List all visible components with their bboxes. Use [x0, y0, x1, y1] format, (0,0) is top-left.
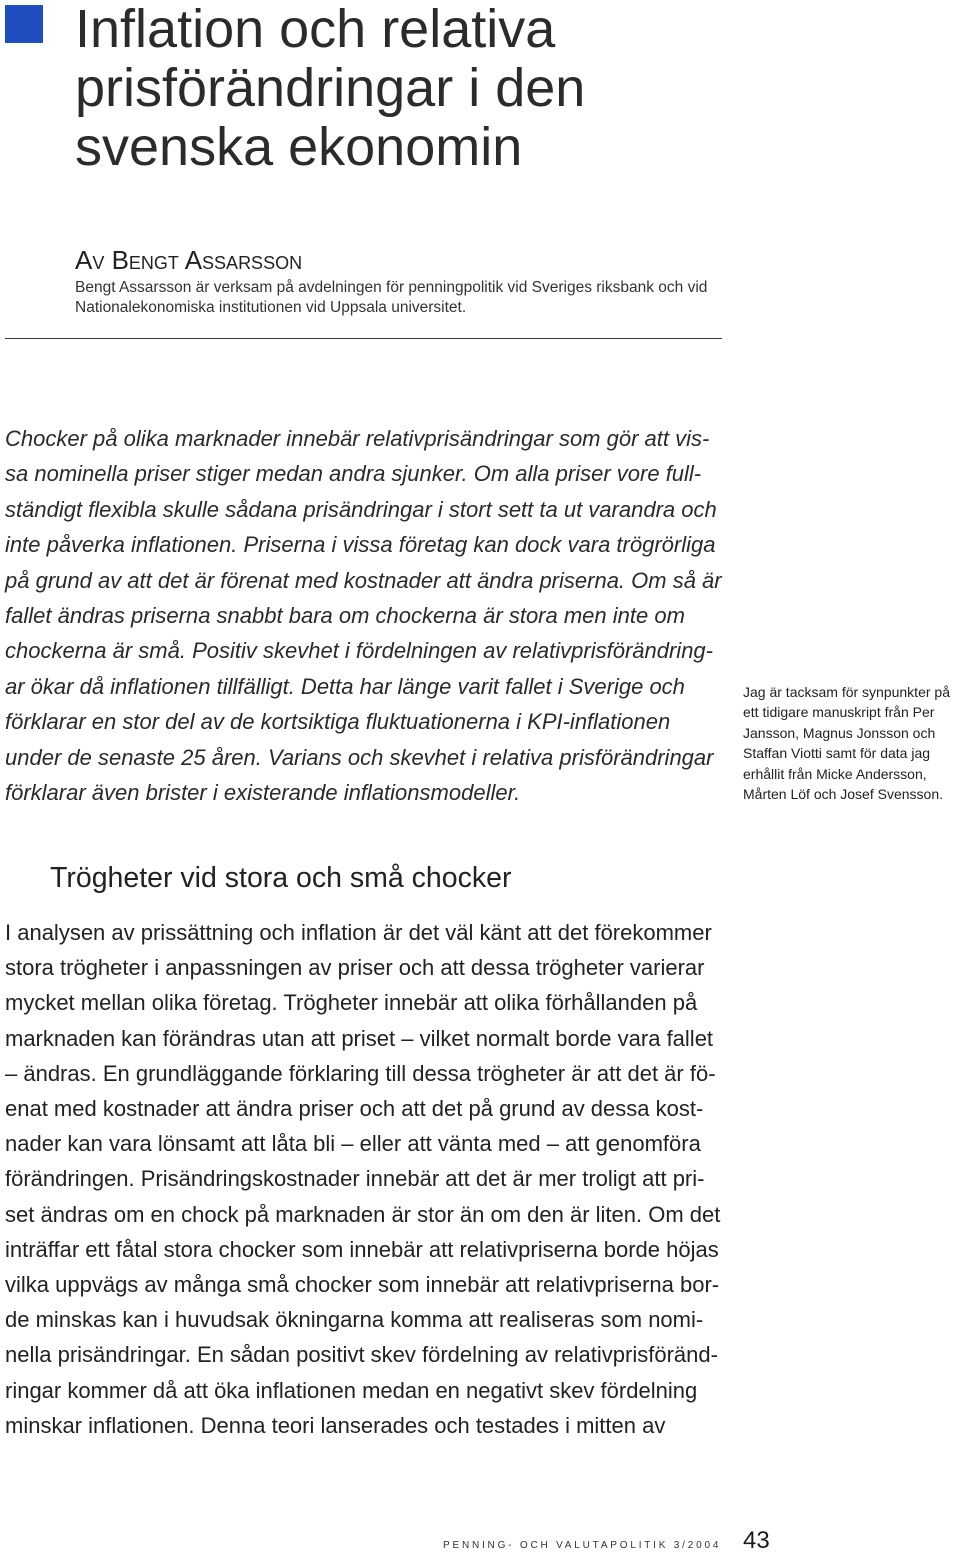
intro-line: fallet ändras priserna snabbt bara om chockerna är stora men inte om	[5, 603, 685, 629]
intro-line: ständigt flexibla skulle sådana prisändringar i stort sett ta ut varandra och	[5, 496, 717, 522]
intro-line: under de senaste 25 åren. Varians och skevhet i relativa prisförändringar	[5, 744, 714, 770]
body-line: vilka uppvägs av många små chocker som innebär att relativpriserna bor-	[5, 1272, 720, 1298]
note-line: ett tidigare manuskript från Per	[743, 704, 935, 721]
body-line: set ändras om en chock på marknaden är stor än om den är liten. Om det	[5, 1201, 721, 1227]
body-line: – ändras. En grundläggande förklaring till dessa trögheter är att det är fö-	[5, 1060, 716, 1086]
intro-line: chockerna är små. Positiv skevhet i fördelningen av relativprisförändring-	[5, 638, 713, 664]
article-title	[75, 0, 585, 177]
title-line: prisförändringar i den	[75, 58, 586, 118]
intro-line: Chocker på olika marknader innebär relativprisändringar som gör att vis-	[5, 426, 710, 451]
body-line: enat med kostnader att ändra priser och att det på grund av dessa kost-	[5, 1096, 704, 1122]
body-line: de minskas kan i huvudsak ökningarna komma att realiseras som nomi-	[5, 1307, 704, 1333]
body-line: stora trögheter i anpassningen av priser och att dessa trögheter varierar	[5, 955, 705, 981]
note-line: Staffan Viotti samt för data jag	[743, 745, 931, 762]
intro-line: ar ökar då inflationen tillfälligt. Detta har länge varit fallet i Sverige och	[5, 673, 685, 699]
body-paragraph	[5, 915, 720, 1443]
body-line: förändringen. Prisändringskostnader innebär att det är mer troligt att pri-	[5, 1166, 705, 1192]
note-line: Jag är tacksam för synpunkter på	[743, 684, 950, 700]
bio-line: Nationalekonomiska institutionen vid Uppsala universitet.	[75, 299, 467, 316]
bio-line: Bengt Assarsson är verksam på avdelningen för penningpolitik vid Sveriges riksbank och vid	[75, 279, 708, 296]
intro-line: sa nominella priser stiger medan andra sjunker. Om alla priser vore full-	[5, 461, 702, 487]
acknowledgement-note	[743, 682, 950, 804]
page-number: 43	[743, 1527, 770, 1553]
body-line: minskar inflationen. Denna teori lanserades och testades i mitten av	[5, 1412, 666, 1438]
body-line: marknaden kan förändras utan att priset – vilket normalt borde vara fallet	[5, 1025, 714, 1051]
body-line: I analysen av prissättning och inflation är det väl känt att det förekommer	[5, 920, 712, 945]
author-bio	[75, 278, 707, 318]
intro-line: förklarar även brister i existerande inflationsmodeller.	[5, 780, 521, 806]
intro-line: på grund av att det är förenat med kostnader att ändra priserna. Om så är	[5, 567, 722, 593]
title-line: svenska ekonomin	[75, 117, 523, 177]
intro-line: inte påverka inflationen. Priserna i vissa företag kan dock vara trögrörliga	[5, 532, 716, 558]
body-line: nader kan vara lönsamt att låta bli – eller att vänta med – att genomföra	[5, 1131, 701, 1157]
note-line: Jansson, Magnus Jonsson och	[743, 724, 936, 741]
intro-paragraph	[5, 421, 722, 810]
title-line: Inflation och relativa	[75, 0, 556, 59]
body-line: ringar kommer då att öka inflationen medan en negativt skev fördelning	[5, 1377, 698, 1403]
note-line: Mårten Löf och Josef Svensson.	[743, 786, 943, 803]
body-line: inträffar ett fåtal stora chocker som innebär att relativpriserna borde höjas	[5, 1236, 719, 1262]
body-line: mycket mellan olika företag. Trögheter innebär att olika förhållanden på	[5, 990, 698, 1016]
intro-line: förklarar en stor del av de kortsiktiga fluktuationerna i KPI-inflationen	[5, 709, 671, 735]
body-line: nella prisändringar. En sådan positivt skev fördelning av relativprisföränd-	[5, 1342, 718, 1368]
journal-footer: PENNING- OCH VALUTAPOLITIK 3/2004	[443, 1540, 722, 1551]
title-marker-square	[5, 5, 43, 43]
note-line: erhållit från Micke Andersson,	[743, 765, 927, 782]
author-byline: Av Bengt Assarsson	[75, 245, 303, 275]
section-heading: Trögheter vid stora och små chocker	[50, 862, 512, 894]
divider-rule	[5, 338, 722, 339]
